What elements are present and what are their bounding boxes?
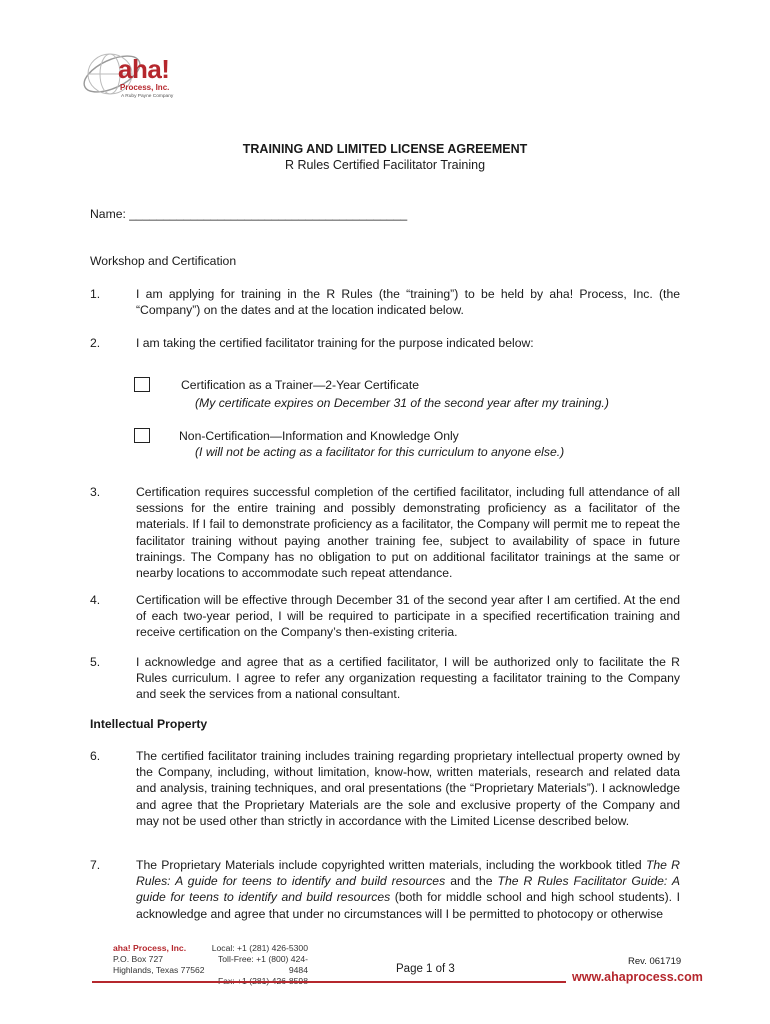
option-non-certification-label: Non-Certification—Information and Knowledge Only xyxy=(179,429,459,443)
logo-brand: aha! xyxy=(118,54,170,84)
item-text-7: The Proprietary Materials include copyrighted written materials, including the workbook titled The R Rules: A guide for teens to identify and build resources and the The R Rules Facilitator Guide: A guide for teens to identify and build resources (both for middle school and high school students). I acknowledge and agree that under no circumstances will I be permitted to photocopy or otherwise xyxy=(136,858,681,921)
logo-company: Process, Inc. xyxy=(120,83,170,92)
item-text-1: I am applying for training in the R Rules (the “training”) to be held by aha! Process, Inc. (the “Company”) on the dates and at the location indicated below. xyxy=(136,287,680,318)
footer-address: aha! Process, Inc. P.O. Box 727 Highlands, Texas 77562 xyxy=(113,943,205,975)
page-number: Page 1 of 3 xyxy=(396,963,455,975)
item-text-6: The certified facilitator training includes training regarding proprietary intellectual property owned by the Company, including, without limitation, know-how, written materials, research and related data and analysis, training techniques, and oral presentations (the “Proprietary Materials”). I acknowledge and agree that the Proprietary Materials are the sole and exclusive property of the Company and may not be used other than strictly in accordance with the Limited License described below. xyxy=(136,749,680,828)
document-subtitle: R Rules Certified Facilitator Training xyxy=(284,158,486,172)
item-number-4: 4. xyxy=(90,593,101,607)
item-text-3: Certification requires successful completion of the certified facilitator, including full attendance of all sessions for the entire training and possibly demonstrating proficiency as a facilitator of the materials. If I fail to demonstrate proficiency as a facilitator, the Company will permit me to repeat the facilitator training without paying another training fee, subject to availability of space in future trainings. The Company has no obligation to put on additional facilitator trainings at the same or nearby locations to accommodate such repeat attendance. xyxy=(136,485,680,581)
item-number-3: 3. xyxy=(90,485,101,499)
option-certification-note: (My certificate expires on December 31 of the second year after my training.) xyxy=(195,396,609,410)
item-number-5: 5. xyxy=(90,655,101,669)
logo-tagline: A Ruby Payne Company xyxy=(121,94,174,99)
website-link[interactable]: www.ahaprocess.com xyxy=(572,970,703,984)
option-non-certification-note: (I will not be acting as a facilitator for this curriculum to anyone else.) xyxy=(195,445,565,459)
certification-checkbox[interactable] xyxy=(134,377,150,392)
footer-phones: Local: +1 (281) 426-5300 Toll-Free: +1 (800) 424-9484 xyxy=(211,943,308,975)
revision-label: Rev. 061719 xyxy=(628,956,682,967)
non-certification-checkbox[interactable] xyxy=(134,428,150,443)
name-field-line[interactable]: Name: _________________________________________ xyxy=(90,207,408,221)
footer-divider xyxy=(92,981,566,983)
item-number-6: 6. xyxy=(90,749,101,763)
item-number-7: 7. xyxy=(90,858,101,872)
item-text-5: I acknowledge and agree that as a certified facilitator, I will be authorized only to facilitate the R Rules curriculum. I agree to refer any organization requesting a facilitator training to the Company and seek the services from a national consultant. xyxy=(136,655,680,702)
option-certification-label: Certification as a Trainer—2-Year Certificate xyxy=(181,378,419,392)
document-title: TRAINING AND LIMITED LICENSE AGREEMENT xyxy=(242,142,528,156)
section-heading-ip: Intellectual Property xyxy=(90,717,208,731)
item-text-2: I am taking the certified facilitator training for the purpose indicated below: xyxy=(136,336,534,350)
item-number-2: 2. xyxy=(90,336,101,350)
section-heading-workshop: Workshop and Certification xyxy=(90,254,237,268)
item-number-1: 1. xyxy=(90,287,101,301)
item-text-4: Certification will be effective through December 31 of the second year after I am certified. At the end of each two-year period, I will be required to participate in a specified recertification training and receive certification on the Company’s then-existing criteria. xyxy=(136,593,680,640)
